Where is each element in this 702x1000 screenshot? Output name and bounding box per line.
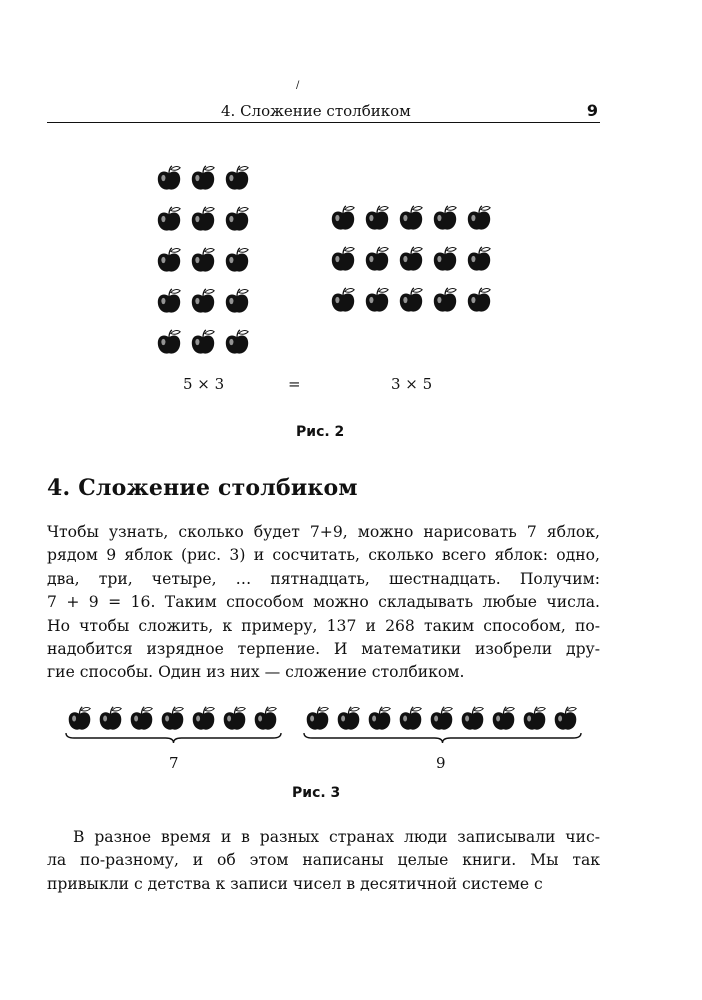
apple-icon (255, 707, 277, 730)
apple-icon (189, 205, 217, 233)
apple-icon (155, 205, 183, 233)
apple-icon (524, 707, 546, 730)
apple-icon (329, 286, 357, 314)
body-paragraph-2 (47, 826, 600, 896)
apple-icon (155, 246, 183, 274)
apple-icon (397, 204, 425, 232)
figure3-caption: Рис. 3 (292, 785, 341, 801)
running-head-title: 4. Сложение столбиком (221, 102, 411, 120)
apple-icon (193, 707, 215, 730)
figure3-apples-with-braces (62, 703, 582, 763)
apple-icon (131, 707, 153, 730)
figure2-right-label: 3 × 5 (391, 375, 433, 393)
apple-icon (329, 204, 357, 232)
apple-icon (363, 204, 391, 232)
page-number: 9 (586, 101, 598, 120)
apple-icon (465, 204, 493, 232)
apple-icon (69, 707, 91, 730)
apple-icon (462, 707, 484, 730)
apple-icon (338, 707, 360, 730)
apple-icon (465, 245, 493, 273)
left-brace (66, 733, 281, 743)
apple-icon (189, 246, 217, 274)
text-line: привыкли с детства к записи чисел в десятичной системе с (47, 874, 543, 893)
text-line: два, три, четыре, … пятнадцать, шестнадцать. Получим: (47, 569, 600, 588)
figure2-caption: Рис. 2 (296, 424, 345, 440)
apple-icon (155, 164, 183, 192)
apple-icon (189, 328, 217, 356)
apple-icon (155, 328, 183, 356)
text-line: ла по-разному, и об этом написаны целые книги. Мы так (47, 851, 600, 870)
apple-icon (363, 245, 391, 273)
apple-icon (189, 287, 217, 315)
apple-icon (431, 204, 459, 232)
apple-icon (224, 707, 246, 730)
apple-grid-3x5 (329, 204, 493, 314)
apple-icon (465, 286, 493, 314)
running-head (47, 100, 600, 123)
text-line: В разное время и в разных странах люди записывали чис- (73, 828, 600, 846)
figure2-left-label: 5 × 3 (183, 375, 225, 393)
apple-grid-5x3 (155, 164, 251, 356)
text-line: 7 + 9 = 16. Таким способом можно складывать любые числа. (47, 593, 600, 612)
apple-icon (223, 164, 251, 192)
apple-icon (223, 246, 251, 274)
text-line: рядом 9 яблок (рис. 3) и сосчитать, сколько всего яблок: одно, (47, 546, 600, 565)
text-line: гие способы. Один из них — сложение столбиком. (47, 663, 465, 682)
text-line: надобится изрядное терпение. И математики изобрели дру- (47, 640, 600, 659)
apple-icon (431, 286, 459, 314)
text-line: Чтобы узнать, сколько будет 7+9, можно нарисовать 7 яблок, (47, 523, 600, 541)
apple-icon (397, 286, 425, 314)
apple-icon (329, 245, 357, 273)
text-line: Но чтобы сложить, к примеру, 137 и 268 таким способом, по- (47, 616, 600, 635)
apple-icon (431, 707, 453, 730)
right-brace (304, 733, 581, 743)
apple-icon (223, 205, 251, 233)
apple-icon (493, 707, 515, 730)
apple-icon (431, 245, 459, 273)
figure2-equals-sign: = (288, 375, 301, 393)
section-heading: 4. Сложение столбиком (47, 475, 358, 501)
apple-icon (397, 245, 425, 273)
apple-icon (223, 287, 251, 315)
body-paragraph-1 (47, 521, 600, 685)
apple-icon (100, 707, 122, 730)
apple-icon (400, 707, 422, 730)
apple-icon (307, 707, 329, 730)
apple-icon (189, 164, 217, 192)
figure3-left-label: 7 (169, 754, 179, 772)
apple-icon (363, 286, 391, 314)
apple-icon (555, 707, 577, 730)
figure3-right-label: 9 (436, 754, 446, 772)
print-speck: / (296, 80, 300, 91)
figure3-svg (62, 703, 582, 763)
apple-icon (162, 707, 184, 730)
apple-icon (369, 707, 391, 730)
apple-icon (223, 328, 251, 356)
apple-icon (155, 287, 183, 315)
